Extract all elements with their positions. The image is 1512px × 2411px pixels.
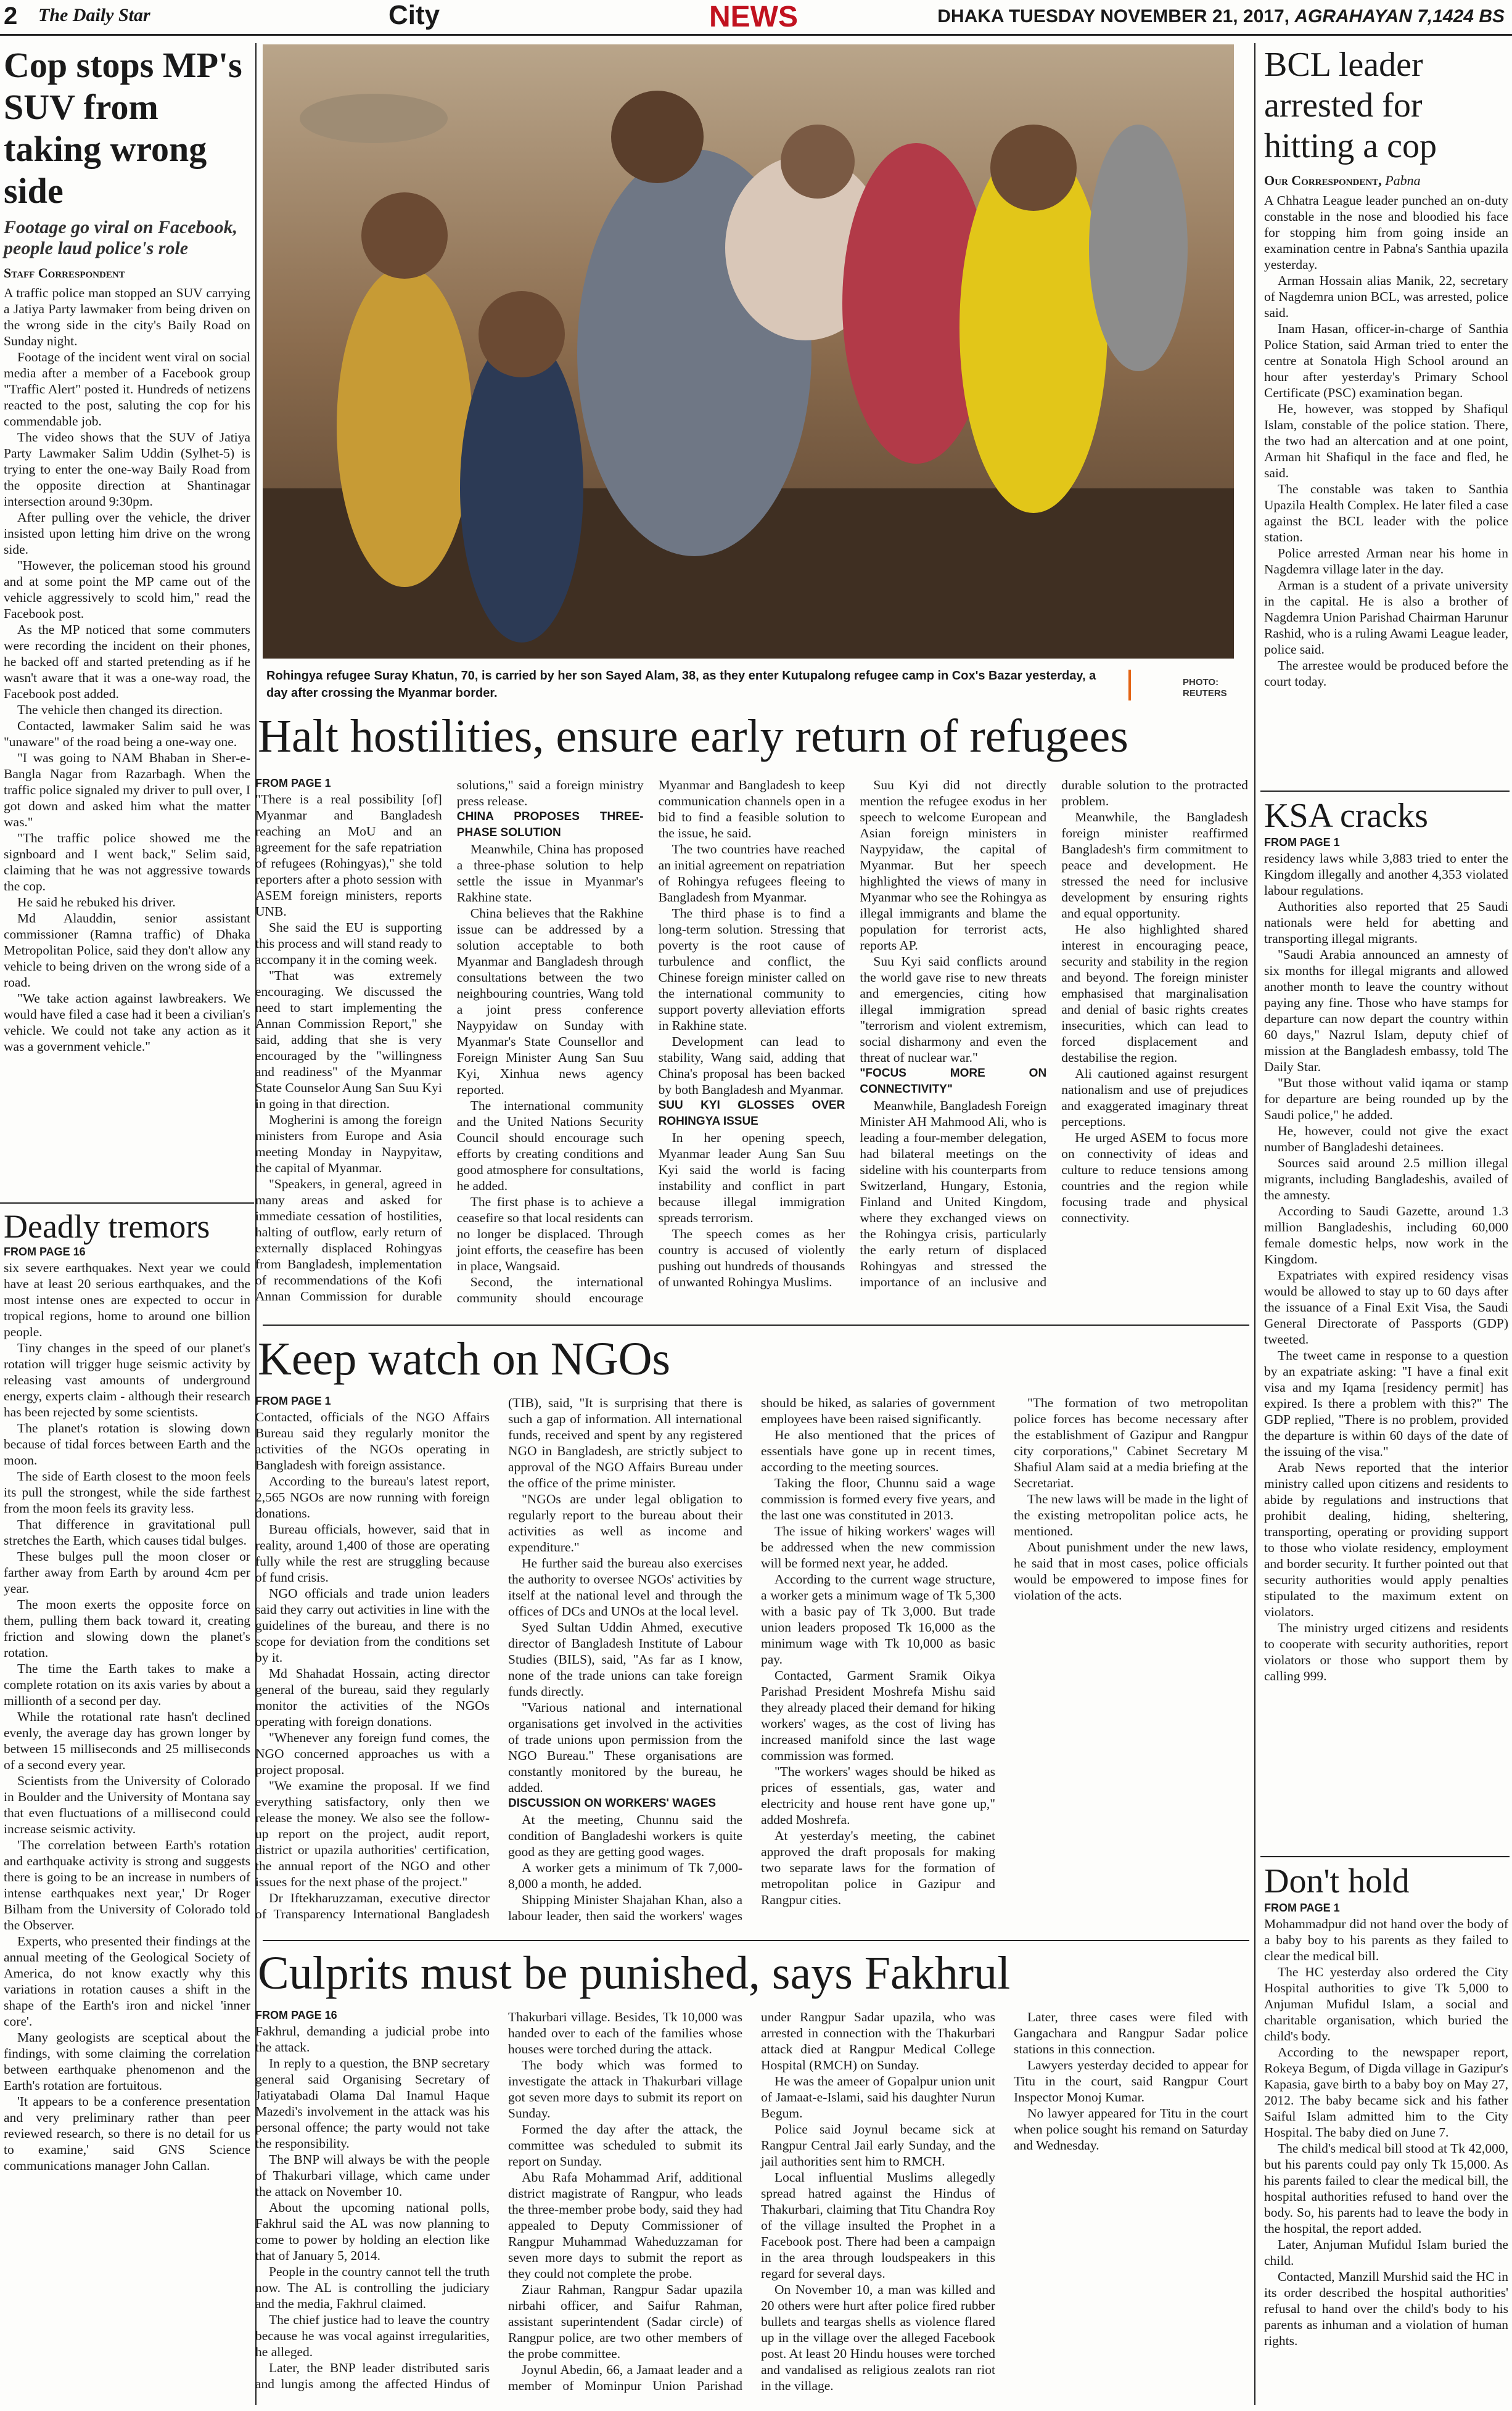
- headline: Cop stops MP's SUV from taking wrong side: [4, 45, 242, 211]
- photo-credit: PHOTO: REUTERS: [1183, 677, 1227, 699]
- tremors-story: [4, 1207, 250, 2407]
- halt-story: [255, 777, 1248, 1320]
- masthead: [0, 0, 1512, 36]
- byline: Staff Correspondent: [4, 265, 125, 281]
- cop-story: [4, 44, 250, 1201]
- page-number: 2: [4, 2, 18, 30]
- section-rule: [1260, 791, 1510, 792]
- headline: Culprits must be punished, says Fakhrul: [258, 1947, 1011, 1999]
- ngo-story: [255, 1395, 1248, 1936]
- refugee-photo: [263, 44, 1234, 659]
- halt-headline-box: [258, 709, 1251, 766]
- headline: Deadly tremors: [4, 1208, 210, 1245]
- photo-illustration: [263, 44, 1234, 659]
- subhead: DISCUSSION ON WORKERS' WAGES: [508, 1797, 717, 1810]
- jump-line: FROM PAGE 16: [255, 2009, 337, 2021]
- article-body: Mohammadpur did not hand over the body of a baby boy to his parents as they failed to clear the medical bill. The HC yesterday also ordered the City Hospital authorities to give Tk 5,000 to Anjuman Mufidul Islam, a social and charitable organisation, which buried the child's body. According to the newspaper report, Rokeya Begum, of Digda village in Gazipur's Kapasia, gave birth to a baby boy on May 27, 2012. The baby became sick and his father Saiful Islam admitted him to the City Hospital. The baby died on June 7. The child's medical bill stood at Tk 42,000, but his parents could pay only Tk 15,000. As his parents failed to clear the medical bill, the hospital authorities refused to hand over the body. So, his parents had to leave the body in the hospital, the report added. Later, Anjuman Mufidul Islam buried the child. Contacted, Manzill Murshid said the HC in its order described the hospital authorities' refusal to hand over the child's body to his parents as inhuman and a violation of human rights.: [1264, 1916, 1508, 2348]
- jump-line: FROM PAGE 1: [1264, 836, 1340, 848]
- dont-hold-story: [1264, 1861, 1508, 2407]
- section-name: City: [388, 0, 440, 30]
- article-body: six severe earthquakes. Next year we could have at least 20 serious earthquakes, and the most intense ones are expected to occur in tropical regions, home to around one billion people. Tiny changes in the speed of our planet's rotation will trigger huge seismic activity by releasing vast amounts of underground energy, experts claim - although their research has been rejected by some scientists. The planet's rotation is slowing down because of tidal forces between Earth and the moon. The side of Earth closest to the moon feels its pull the strongest, while the side farthest from the moon feels its gravity less. That difference in gravitational pull stretches the Earth, which causes tidal bulges. These bulges pull the moon closer or farther away from Earth by around 4cm per year. The moon exerts the opposite force on them, pulling them back toward it, creating friction and slowing down the planet's rotation. The time the Earth takes to make a complete rotation on its axis varies by about a millionth of a second per day. While the rotational rate hasn't declined evenly, the average day has grown longer by between 15 milliseconds and 25 milliseconds of a second every year. Scientists from the University of Colorado in Boulder and the University of Montana say that even fluctuations of a millisecond could increase seismic activity. 'The correlation between Earth's rotation and earthquake activity is strong and suggests there is going to be an increase in numbers of intense earthquakes next year,' Dr Roger Bilham from the University of Colorado told the Observer. Experts, who presented their findings at the annual meeting of the Geological Society of America, do not know exactly why this variations in rotation causes a shift in the shape of the Earth's iron and nickel 'inner core'. Many geologists are sceptical about the findings, with some claiming the correlation between earthquake phenomenon and the Earth's rotation are fortuitous. 'It appears to be a conference presentation and very preliminary rather than peer reviewed research, so there is no detail for us to examine,' said GNS Science communications manager John Callan.: [4, 1260, 250, 2173]
- jump-line: FROM PAGE 16: [4, 1246, 86, 1258]
- headline: Halt hostilities, ensure early return of refugees: [258, 710, 1128, 762]
- section-label: NEWS: [709, 1, 798, 33]
- subhead: "FOCUS MORE ON CONNECTIVITY": [860, 1067, 1047, 1096]
- headline: Don't hold: [1264, 1862, 1410, 1900]
- jump-line: FROM PAGE 1: [1264, 1902, 1340, 1914]
- subhead: SUU KYI GLOSSES OVER ROHINGYA ISSUE: [658, 1099, 845, 1128]
- jump-line: FROM PAGE 1: [255, 777, 331, 789]
- jump-line: FROM PAGE 1: [255, 1395, 331, 1407]
- photo-caption: Rohingya refugee Suray Khatun, 70, is carried by her son Sayed Alam, 38, as they enter Kutupalong refugee camp in Cox's Bazar yesterday, a day after crossing the Myanmar border.: [266, 669, 1096, 700]
- fakhrul-headline-box: [258, 1946, 1244, 2003]
- dateline: DHAKA TUESDAY NOVEMBER 21, 2017, AGRAHAYAN 7,1424 BS: [937, 6, 1505, 27]
- article-body: A traffic police man stopped an SUV carrying a Jatiya Party lawmaker from being driven on the wrong side in the city's Baily Road on Sunday night. Footage of the incident went viral on social media after a member of a Facebook group "Traffic Alert" posted it. Hundreds of netizens reacted to the post, saluting the cop for his commendable job. The video shows that the SUV of Jatiya Party Lawmaker Salim Uddin (Sylhet-5) is trying to enter the one-way Baily Road from the opposite direction at Shantinagar intersection around 9:30pm. After pulling over the vehicle, the driver insisted upon letting him drive on the wrong side. "However, the policeman stood his ground and at some point the MP came out of the vehicle aggressively to scold him," read the Facebook post. As the MP noticed that some commuters were recording the incident on their phones, he backed off and started pretending as if he wasn't aware that it was a one-way road, the Facebook post added. The vehicle then changed its direction. Contacted, lawmaker Salim said he was "unaware" of the road being a one-way one. "I was going to NAM Bhaban in Sher-e-Bangla Nagar from Razarbagh. When the traffic police signaled my driver to pull over, I got down and asked him what the matter was." "The traffic police showed me the signboard and I went back," Selim said, claiming that he was not aggressive towards the cop. He said he rebuked his driver. Md Alauddin, senior assistant commissioner (Ramna traffic) of Dhaka Metropolitan Police, said they don't allow any vehicle to being driven on the wrong side of a road. "We take action against lawbreakers. We would have filed a case had it been a civilian's vehicle. We could not take any action as it was a government vehicle.": [4, 285, 250, 1054]
- bcl-story: [1264, 44, 1508, 787]
- headline: KSA cracks: [1264, 797, 1428, 835]
- section-rule: [0, 1202, 254, 1204]
- article-body: residency laws while 3,883 tried to enter the Kingdom illegally and another 4,353 violated labour regulations. Authorities also reported that 25 Saudi nationals were held for abetting and transporting illegal migrants. "Saudi Arabia announced an amnesty of six months for illegal migrants and allowed another month to leave the country without paying any fine. Those who have stamps for departure can now depart the country within 60 days," Nazrul Islam, deputy chief of mission at the Bangladesh embassy, told The Daily Star. "But those without valid iqama or stamp for departure are being rounded up by the Saudi police," he added. He, however, could not give the exact number of Bangladeshi detainees. Sources said around 2.5 million illegal migrants, including Bangladeshis, availed of the amnesty. According to Saudi Gazette, around 1.3 million Bangladeshis, including 60,000 female domestic helps, now work in the Kingdom. Expatriates with expired residency visas would be allowed to stay up to 60 days after the issuance of a Final Exit Visa, the Saudi General Directorate of Passports (GDP) tweeted. The tweet came in response to a question by an expatriate asking: "I have a final exit visa and my Iqama [residency permit] has expired. Is there a problem with this?" The GDP replied, "There is no problem, provided the departure is within 60 days of the date of the issuing of the visa." Arab News reported that the interior ministry called upon citizens and residents to abide by regulations and instructions that prohibit dealing, hiding, sheltering, transporting, operating or providing support to those who violate residency, employment and border security. It further pointed out that security authorities would apply penalties stipulated to the maximum extent on violators. The ministry urged citizens and residents to cooperate with security authorities, report violators or those who support them by calling 999.: [1264, 851, 1508, 1683]
- column-rule: [1254, 43, 1255, 2405]
- subhead: CHINA PROPOSES THREE-PHASE SOLUTION: [456, 810, 644, 839]
- credit-bar: [1128, 670, 1131, 700]
- article-body: FROM PAGE 16 Fakhrul, demanding a judicial probe into the attack. In reply to a question, the BNP secretary general said Organising Secretary of Jatiyatabadi Olama Dal Inamul Haque Mazedi's involvement in the attack was his personal offence; the party would not take the responsibility. The BNP will always be with the people of Thakurbari village, which came under the attack on November 10. About the upcoming national polls, Fakhrul said the AL was now planning to come to power by holding an election like that of January 5, 2014. People in the country cannot tell the truth now. The AL is controlling the judiciary and the media, Fakhrul claimed. The chief justice had to leave the country because he was vocal against irregularities, he alleged. Later, the BNP leader distributed saris and lungis among the affected Hindus of Thakurbari village. Besides, Tk 10,000 was handed over to each of the families whose houses were torched during the attack. The body which was formed to investigate the attack in Thakurbari village got seven more days to submit its report on Sunday. Formed the day after the attack, the committee was scheduled to submit its report on Sunday. Abu Rafa Mohammad Arif, additional district magistrate of Rangpur, who leads the three-member probe body, said they had appealed to Deputy Commissioner of Rangpur Muhammad Waheduzzaman for seven more days to submit the report as they could not complete the probe. Ziaur Rahman, Rangpur Sadar upazila nirbahi officer, and Saifur Rahman, assistant superintendent (Sadar circle) of Rangpur police, are two other members of the probe committee. Joynul Abedin, 66, a Jamaat leader and a member of Mominpur Union Parishad under Rangpur Sadar upazila, who was arrested in connection with the Thakurbari attack died at Rangpur Medical College Hospital (RMCH) on Sunday. He was the ameer of Gopalpur union unit of Jamaat-e-Islami, said his daughter Nurun Begum. Police said Joynul became sick at Rangpur Central Jail early Sunday, and the jail authorities sent him to RMCH. Local influential Muslims allegedly spread hatred against the Hindus of Thakurbari, claiming that Titu Chandra Roy of the village insulted the Prophet in a Facebook post. There had been a campaign in the area through loudspeakers in this regard for several days. On November 10, a man was killed and 20 others were hurt after police fired rubber bullets and teargas shells as violence flared up in the village over the alleged Facebook post. At least 20 Hindu houses were torched and vandalised as religious zealots ran riot in the village. Later, three cases were filed with Gangachara and Rangpur Sadar police stations in this connection. Lawyers yesterday decided to appear for Titu in the court, said Rangpur Court Inspector Monoj Kumar. No lawyer appeared for Titu in the court when police sought his remand on Saturday and Wednesday.: [255, 2009, 1248, 2393]
- newspaper-logo: The Daily Star: [38, 5, 150, 25]
- headline: BCL leader arrested for hitting a cop: [1264, 46, 1437, 165]
- byline: Our Correspondent, Pabna: [1264, 173, 1421, 188]
- section-rule: [263, 1940, 1249, 1941]
- subhead: Footage go viral on Facebook, people laud police's role: [4, 217, 238, 258]
- article-body: FROM PAGE 1 "There is a real possibility [of] Myanmar and Bangladesh reaching an MoU and an agreement for the safe repatriation of refugees (Rohingyas)," she told reporters after a photo session with ASEM foreign ministers, reports UNB. She said the EU is supporting this process and will stand ready to accompany it in the coming week. "That was extremely encouraging. We discussed the need to start implementing the Annan Commission Report," she said, adding that she is very encouraged by the "willingness and readiness" of the Myanmar State Counselor Aung San Suu Kyi in going in that direction. Mogherini is among the foreign ministers from Europe and Asia meeting Monday in Naypyitaw, the capital of Myanmar. "Speakers, in general, agreed in many areas and asked for immediate cessation of hostilities, halting of outflow, early return of externally displaced Rohingyas from Bangladesh, implementation of recommendations of the Kofi Annan Commission for durable solutions," said a foreign ministry press release. CHINA PROPOSES THREE-PHASE SOLUTION Meanwhile, China has proposed a three-phase solution to help settle the issue in Myanmar's Rakhine state. China believes that the Rakhine issue can be addressed by a solution acceptable to both Myanmar and Bangladesh through consultations between the two neighbouring countries, Wang told a joint press conference Naypyidaw on Sunday with Myanmar's State Counsellor and Foreign Minister Aung San Suu Kyi, Xinhua news agency reported. The international community and the United Nations Security Council should encourage such efforts by creating conditions and good atmosphere for consultations, he added. The first phase is to achieve a ceasefire so that local residents can no longer be displaced. Through joint efforts, the ceasefire has been in place, Wangsaid. Second, the international community should encourage Myanmar and Bangladesh to keep communication channels open in a bid to find a feasible solution to the issue, he said. The two countries have reached an initial agreement on repatriation of Rohingya refugees fleeing to Bangladesh from Myanmar. The third phase is to find a long-term solution. Stressing that poverty is the root cause of turbulence and conflict, the Chinese foreign minister called on the international community to support poverty alleviation efforts in Rakhine state. Development can lead to stability, Wang said, adding that China's proposal has been backed by both Bangladesh and Myanmar. SUU KYI GLOSSES OVER ROHINGYA ISSUE In her opening speech, Myanmar leader Aung San Suu Kyi said the world is facing instability and conflict in part because illegal immigration spreads terrorism. The speech comes as her country is accused of violently pushing out hundreds of thousands of unwanted Rohingya Muslims. Suu Kyi did not directly mention the refugee exodus in her speech to welcome European and Asian foreign ministers in Naypyidaw, the capital of Myanmar. But her speech highlighted the views of many in Myanmar who see the Rohingya as illegal immigrants and blame the population for terrorist acts, reports AP. Suu Kyi said conflicts around the world gave rise to new threats and emergencies, citing how illegal immigration spread "terrorism and violent extremism, social disharmony and even the threat of nuclear war." "FOCUS MORE ON CONNECTIVITY" Meanwhile, Bangladesh Foreign Minister AH Mahmood Ali, who is leading a four-member delegation, had bilateral meetings on the sideline with his counterparts from Switzerland, Hungary, Estonia, Finland and United Kingdom, where they exchanged views on the Rohingya crisis, particularly the early return of displaced Rohingyas and stressed the importance of an inclusive and durable solution to the protracted problem. Meanwhile, the Bangladesh foreign minister reaffirmed Bangladesh's firm commitment to peace and development. He stressed the need for inclusive development by ensuring rights and equal opportunity. He also highlighted shared interest in encouraging peace, security and stability in the region and beyond. The foreign minister emphasised that marginalisation and denial of basic rights creates insecurities, which can lead to forced displacement and destabilise the region. Ali cautioned against resurgent nationalism and use of prejudices and exaggerated imaginary threat perceptions. He urged ASEM to focus more on connectivity of ideas and culture to reduce tensions among countries and the region while focusing trade and physical connectivity.: [255, 777, 1248, 1305]
- headline: Keep watch on NGOs: [258, 1333, 671, 1385]
- fakhrul-story: [255, 2009, 1248, 2407]
- article-body: FROM PAGE 1 Contacted, officials of the NGO Affairs Bureau said they regularly monitor the activities of the NGOs operating in Bangladesh with foreign assistance. According to the bureau's latest report, 2,565 NGOs are now running with foreign donations. Bureau officials, however, said that in reality, around 1,400 of those are operating fully while the rest are struggling because of fund crisis. NGO officials and trade union leaders said they carry out activities in line with the guidelines of the bureau, and there is no scope for deviation from the conditions set by it. Md Shahadat Hossain, acting director general of the bureau, said they regularly monitor the activities of the NGOs operating with foreign donations. "Whenever any foreign fund comes, the NGO concerned approaches us with a project proposal. "We examine the proposal. If we find everything satisfactory, only then we release the money. We also see the follow-up report on the project, audit report, district or upazila authorities' certification, the annual report of the NGO and other issues for the next phase of the project." Dr Iftekharuzzaman, executive director of Transparency International Bangladesh (TIB), said, "It is surprising that there is such a gap of information. All international funds, received and spent by any registered NGO in Bangladesh, are strictly subject to approval of the NGO Affairs Bureau under the office of the prime minister. "NGOs are under legal obligation to regularly report to the bureau about their activities as well as income and expenditure." He further said the bureau also exercises the authority to oversee NGOs' activities by itself at the national level and through the offices of DCs and UNOs at the local level. Syed Sultan Uddin Ahmed, executive director of Bangladesh Institute of Labour Studies (BILS), said, "As far as I know, none of the trade unions can take foreign funds directly. "Various national and international organisations get involved in the activities of trade unions upon permission from the NGO Bureau." These organisations are constantly monitored by the bureau, he added. DISCUSSION ON WORKERS' WAGES At the meeting, Chunnu said the condition of Bangladeshi workers is quite good as they are getting good wages. A worker gets a minimum of Tk 7,000-8,000 a month, he added. Shipping Minister Shajahan Khan, also a labour leader, then said the workers' wages should be hiked, as salaries of government employees have been raised significantly. He also mentioned that the prices of essentials have gone up in recent times, according to the meeting sources. Taking the floor, Chunnu said a wage commission is formed every five years, and the last one was constituted in 2013. The issue of hiking workers' wages will be addressed when the new commission will be formed next year, he added. According to the current wage structure, a worker gets a minimum wage of Tk 5,300 with a basic pay of Tk 3,000. But trade union leaders proposed Tk 16,000 as the minimum wage with Tk 10,000 as basic pay. Contacted, Garment Sramik Oikya Parishad President Moshrefa Mishu said they already placed their demand for hiking workers' wages, as the cost of living has increased manifold since the last wage commission was formed. "The workers' wages should be hiked as prices of essentials, gas, water and electricity and house rent have gone up," added Moshrefa. At yesterday's meeting, the cabinet approved the draft proposals for making two separate laws for the formation of metropolitan police in Gazipur and Rangpur cities. "The formation of two metropolitan police forces has become necessary after the establishment of Gazipur and Rangpur city corporations," Cabinet Secretary M Shafiul Alam said at a media briefing at the Secretariat. The new laws will be made in the light of the existing metropolitan police acts, he mentioned. About punishment under the new laws, he said that in most cases, police officials would be empowered to impose fines for violation of the acts.: [255, 1395, 1248, 1923]
- article-body: A Chhatra League leader punched an on-duty constable in the nose and bloodied his face for stopping him from going inside an examination centre in Pabna's Santhia upazila yesterday. Arman Hossain alias Manik, 22, secretary of Nagdemra union BCL, was arrested, police said. Inam Hasan, officer-in-charge of Santhia Police Station, said Arman tried to enter the centre at Sonatola High School around an hour after yesterday's Primary School Certificate (PSC) examination began. He, however, was stopped by Shafiqul Islam, constable of the police station. There, the two had an altercation and at one point, Arman hit Shafiqul in the face and fled, he said. The constable was taken to Santhia Upazila Health Complex. He later filed a case against the BCL leader with the police station. Police arrested Arman near his home in Nagdemra village later in the day. Arman is a student of a private university in the capital. He is also a brother of Nagdemra Union Parishad Chairman Harunur Rashid, who is a ruling Awami League leader, police said. The arrestee would be produced before the court today.: [1264, 193, 1508, 689]
- section-rule: [1260, 1856, 1510, 1857]
- ngo-headline-box: [258, 1332, 1244, 1389]
- section-rule: [263, 1325, 1249, 1326]
- ksa-story: [1264, 795, 1508, 1853]
